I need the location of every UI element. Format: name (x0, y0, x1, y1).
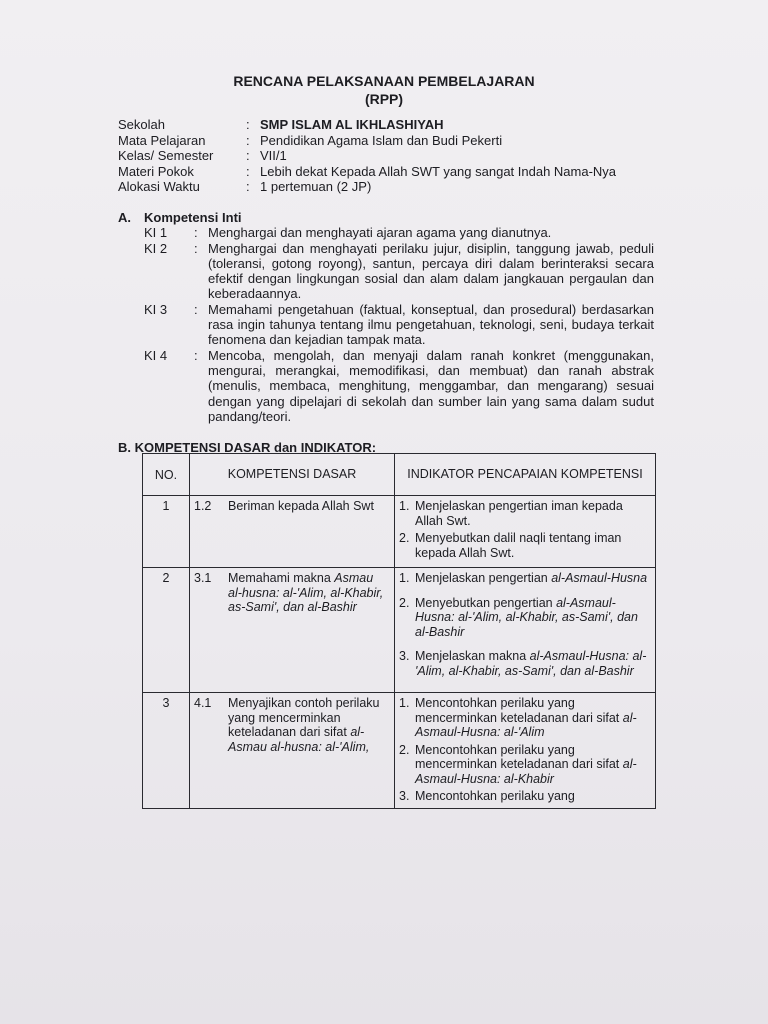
indicator-item: 1. Mencontohkan perilaku yang mencerminkan keteladanan dari sifat al-Asmaul-Husna: al-'Alim (399, 696, 637, 739)
indicator-item: 2. Mencontohkan perilaku yang mencerminkan keteladanan dari sifat al-Asmaul-Husna: al-Khabir (399, 742, 637, 786)
identity-colon: : (246, 148, 250, 163)
row-no: 1 (143, 496, 190, 568)
row-indicators (395, 496, 656, 568)
indicator-item: 3. Mencontohkan perilaku yang (399, 789, 575, 803)
header-kd: KOMPETENSI DASAR (190, 454, 395, 496)
identity-colon: : (246, 132, 250, 148)
identity-value: Lebih dekat Kepada Allah SWT yang sangat Indah Nama-Nya (260, 163, 617, 179)
header-no: NO. (143, 454, 190, 496)
identity-row-topic (118, 164, 616, 180)
row-indicators (395, 693, 656, 809)
kd-indicator-table (142, 453, 656, 809)
identity-label: Alokasi Waktu (118, 179, 200, 194)
identity-block (118, 117, 616, 195)
title-line-1: RENCANA PELAKSANAAN PEMBELAJARAN (233, 73, 535, 89)
kd-text: Menyajikan contoh perilaku yang mencerminkan keteladanan dari sifat al-Asmau al-husna: al-'Alim, (228, 696, 380, 754)
identity-label: Sekolah (118, 117, 165, 132)
ki-text: Menghargai dan menghayati perilaku jujur, disiplin, tanggung jawab, peduli (toleransi, gotong royong), santun, percaya diri dalam berinteraksi secara efektif dengan lingkungan sosial dan alam dalam jangkauan pergaulan dan keberadaannya. (208, 240, 654, 302)
indicator-item: 1. Menjelaskan pengertian al-Asmaul-Husna (399, 571, 648, 585)
table-row (143, 496, 656, 568)
row-kd (190, 496, 395, 568)
section-b-heading: B. KOMPETENSI DASAR dan INDIKATOR: (118, 440, 377, 455)
identity-row-subject (118, 133, 616, 149)
identity-value: Pendidikan Agama Islam dan Budi Pekerti (260, 132, 503, 148)
indicator-item: 1. Menjelaskan pengertian iman kepada Allah Swt. (399, 499, 623, 528)
identity-label: Materi Pokok (118, 163, 194, 179)
identity-colon: : (246, 179, 250, 194)
indicator-item: 2. Menyebutkan dalil naqli tentang iman kepada Allah Swt. (399, 531, 622, 560)
indicator-item: 2. Menyebutkan pengertian al-Asmaul-Husna: al-'Alim, al-Khabir, as-Sami', dan al-Bashir (399, 595, 638, 639)
ki-code: KI 4 (144, 347, 168, 363)
header-indicator: INDIKATOR PENCAPAIAN KOMPETENSI (395, 454, 656, 496)
ki-text: Menghargai dan menghayati ajaran agama yang dianutnya. (208, 225, 552, 241)
identity-colon: : (246, 117, 250, 132)
row-no: 2 (143, 568, 190, 693)
identity-value: VII/1 (260, 148, 287, 163)
ki-item: KI 2 : Menghargai dan menghayati perilaku jujur, disiplin, tanggung jawab, peduli (toleransi, gotong royong), santun, percaya diri dalam berinteraksi secara efektif dengan lingkungan sosial dan alam dalam jangkauan pergaulan dan keberadaannya. (118, 241, 654, 302)
section-a-heading: A. Kompetensi Inti (118, 210, 242, 225)
row-no: 3 (143, 693, 190, 809)
kd-number: 1.2 (194, 499, 212, 513)
ki-item: KI 4 : Mencoba, mengolah, dan menyaji dalam ranah konkret (menggunakan, mengurai, merangkai, memodifikasi, dan membuat) dan ranah abstrak (menulis, membaca, menghitung, menggambar, dan mengarang) sesuai dengan yang dipelajari di sekolah dan sumber lain yang sama dalam sudut pandang/teori. (118, 348, 654, 424)
row-kd (190, 693, 395, 809)
ki-text: Mencoba, mengolah, dan menyaji dalam ranah konkret (menggunakan, mengurai, merangkai, memodifikasi, dan membuat) dan ranah abstrak (menulis, membaca, menghitung, menggambar, dan mengarang) sesuai dengan yang dipelajari di sekolah dan sumber lain yang sama dalam sudut pandang/teori. (208, 347, 654, 424)
identity-value: 1 pertemuan (2 JP) (260, 179, 372, 194)
row-kd (190, 568, 395, 693)
ki-item: KI 3 : Memahami pengetahuan (faktual, konseptual, dan prosedural) berdasarkan rasa ingin tahunya tentang ilmu pengetahuan, teknologi, seni, budaya terkait fenomena dan kejadian tampak mata. (118, 302, 654, 348)
ki-text: Memahami pengetahuan (faktual, konseptual, dan prosedural) berdasarkan rasa ingin tahunya tentang ilmu pengetahuan, teknologi, seni, budaya terkait fenomena dan kejadian tampak mata. (208, 301, 654, 348)
identity-row-time (118, 179, 616, 195)
ki-code: KI 1 (144, 225, 168, 241)
kd-text: Memahami makna Asmau al-husna: al-'Alim, al-Khabir, as-Sami', dan al-Bashir (228, 571, 384, 614)
kd-number: 4.1 (194, 696, 212, 710)
ki-code: KI 3 (144, 301, 168, 317)
section-kompetensi-inti (118, 210, 654, 424)
identity-row-class (118, 148, 616, 164)
table-header-row (143, 454, 656, 496)
kd-number: 3.1 (194, 571, 212, 585)
identity-label: Kelas/ Semester (118, 148, 214, 163)
identity-label: Mata Pelajaran (118, 132, 206, 148)
table-row (143, 568, 656, 693)
identity-colon: : (246, 163, 250, 179)
document-title (0, 72, 768, 108)
identity-row-school (118, 117, 616, 133)
ki-code: KI 2 (144, 240, 168, 256)
ki-item: KI 1 : Menghargai dan menghayati ajaran agama yang dianutnya. (118, 225, 654, 240)
title-line-2: (RPP) (364, 91, 404, 107)
row-indicators (395, 568, 656, 693)
identity-value: SMP ISLAM AL IKHLASHIYAH (260, 117, 444, 132)
kd-text: Beriman kepada Allah Swt (228, 499, 374, 513)
indicator-item: 3. Menjelaskan makna al-Asmaul-Husna: al-'Alim, al-Khabir, as-Sami', dan al-Bashir (399, 649, 647, 678)
table-row (143, 693, 656, 809)
